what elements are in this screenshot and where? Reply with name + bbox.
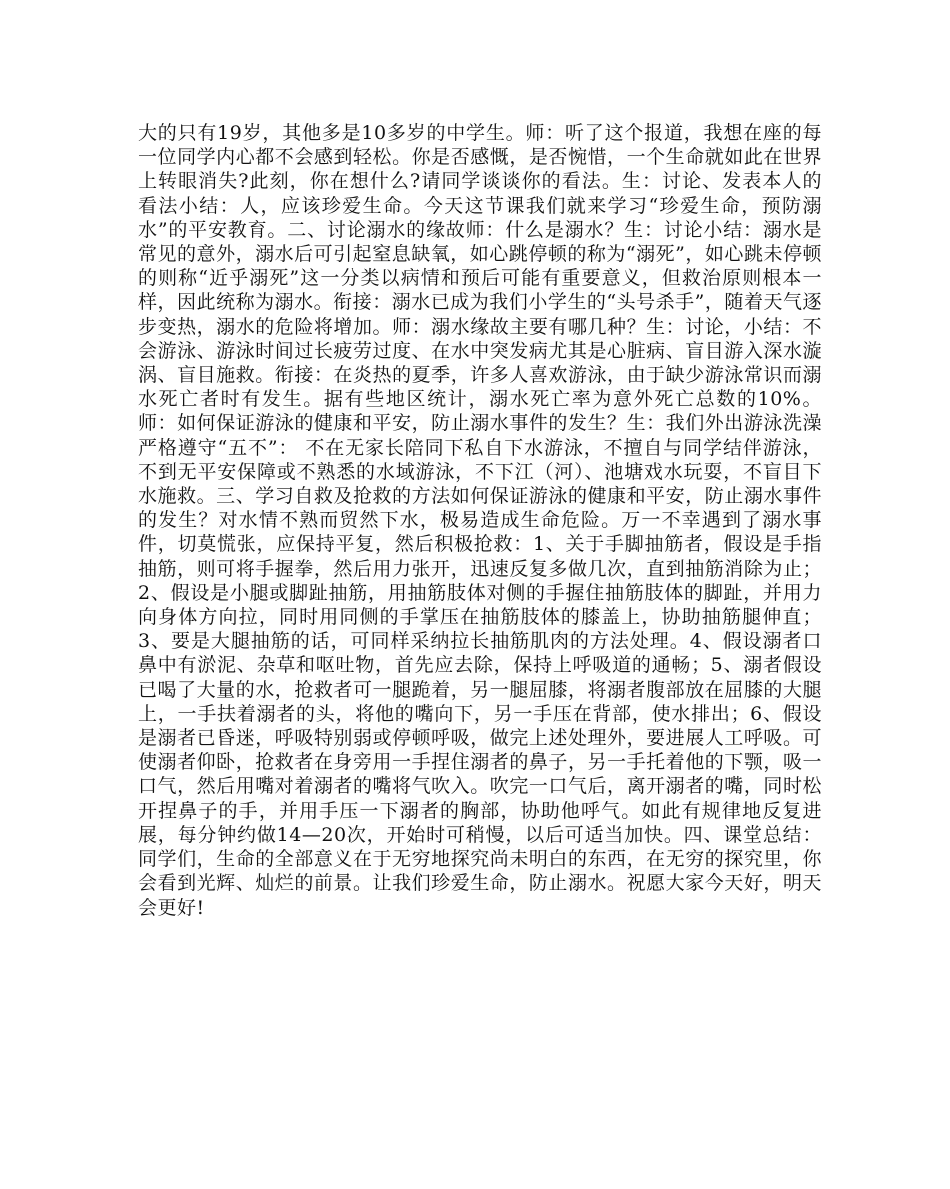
body-paragraph: 大的只有19岁，其他多是10多岁的中学生。师：听了这个报道，我想在座的每一位同学内心都不会感到轻松。你是否感慨，是否惋惜，一个生命就如此在世界上转眼消失?此刻，你在想什么?请同学谈谈你的看法。生：讨论、发表本人的看法小结：人，应该珍爱生命。今天这节课我们就来学习“珍爱生命，预防溺水”的平安教育。二、讨论溺水的缘故师：什么是溺水？生：讨论小结：溺水是常见的意外，溺水后可引起窒息缺氧，如心跳停顿的称为“溺死”，如心跳未停顿的则称“近乎溺死”这一分类以病情和预后可能有重要意义，但救治原则根本一样，因此统称为溺水。衔接：溺水已成为我们小学生的“头号杀手”，随着天气逐步变热，溺水的危险将增加。师：溺水缘故主要有哪几种？生：讨论，小结：不会游泳、游泳时间过长疲劳过度、在水中突发病尤其是心脏病、盲目游入深水漩涡、盲目施救。衔接：在炎热的夏季，许多人喜欢游泳，由于缺少游泳常识而溺水死亡者时有发生。据有些地区统计，溺水死亡率为意外死亡总数的10%。师：如何保证游泳的健康和平安，防止溺水事件的发生？生：我们外出游泳洗澡严格遵守“五不”： 不在无家长陪同下私自下水游泳，不擅自与同学结伴游泳，不到无平安保障或不熟悉的水域游泳，不下江（河）、池塘戏水玩耍，不盲目下水施救。三、学习自救及抢救的方法如何保证游泳的健康和平安，防止溺水事件的发生？对水情不熟而贸然下水，极易造成生命危险。万一不幸遇到了溺水事件，切莫慌张，应保持平复，然后积极抢救：1、关于手脚抽筋者，假设是手指抽筋，则可将手握拳，然后用力张开，迅速反复多做几次，直到抽筋消除为止；2、假设是小腿或脚趾抽筋，用抽筋肢体对侧的手握住抽筋肢体的脚趾，并用力向身体方向拉，同时用同侧的手掌压在抽筋肢体的膝盖上，协助抽筋腿伸直；3、要是大腿抽筋的话，可同样采纳拉长抽筋肌肉的方法处理。4、假设溺者口鼻中有淤泥、杂草和呕吐物，首先应去除，保持上呼吸道的通畅；5、溺者假设已喝了大量的水，抢救者可一腿跪着，另一腿屈膝，将溺者腹部放在屈膝的大腿上，一手扶着溺者的头，将他的嘴向下，另一手压在背部，使水排出；6、假设是溺者已昏迷，呼吸特别弱或停顿呼吸，做完上述处理外，要进展人工呼吸。可使溺者仰卧，抢救者在身旁用一手捏住溺者的鼻子，另一手托着他的下颚，吸一口气，然后用嘴对着溺者的嘴将气吹入。吹完一口气后，离开溺者的嘴，同时松开捏鼻子的手，并用手压一下溺者的胸部，协助他呼气。如此有规律地反复进展，每分钟约做14—20次，开始时可稍慢，以后可适当加快。四、课堂总结：同学们，生命的全部意义在于无穷地探究尚未明白的东西，在无穷的探究里，你会看到光辉、灿烂的前景。让我们珍爱生命，防止溺水。祝愿大家今天好，明天会更好! bbox=[138, 122, 822, 919]
